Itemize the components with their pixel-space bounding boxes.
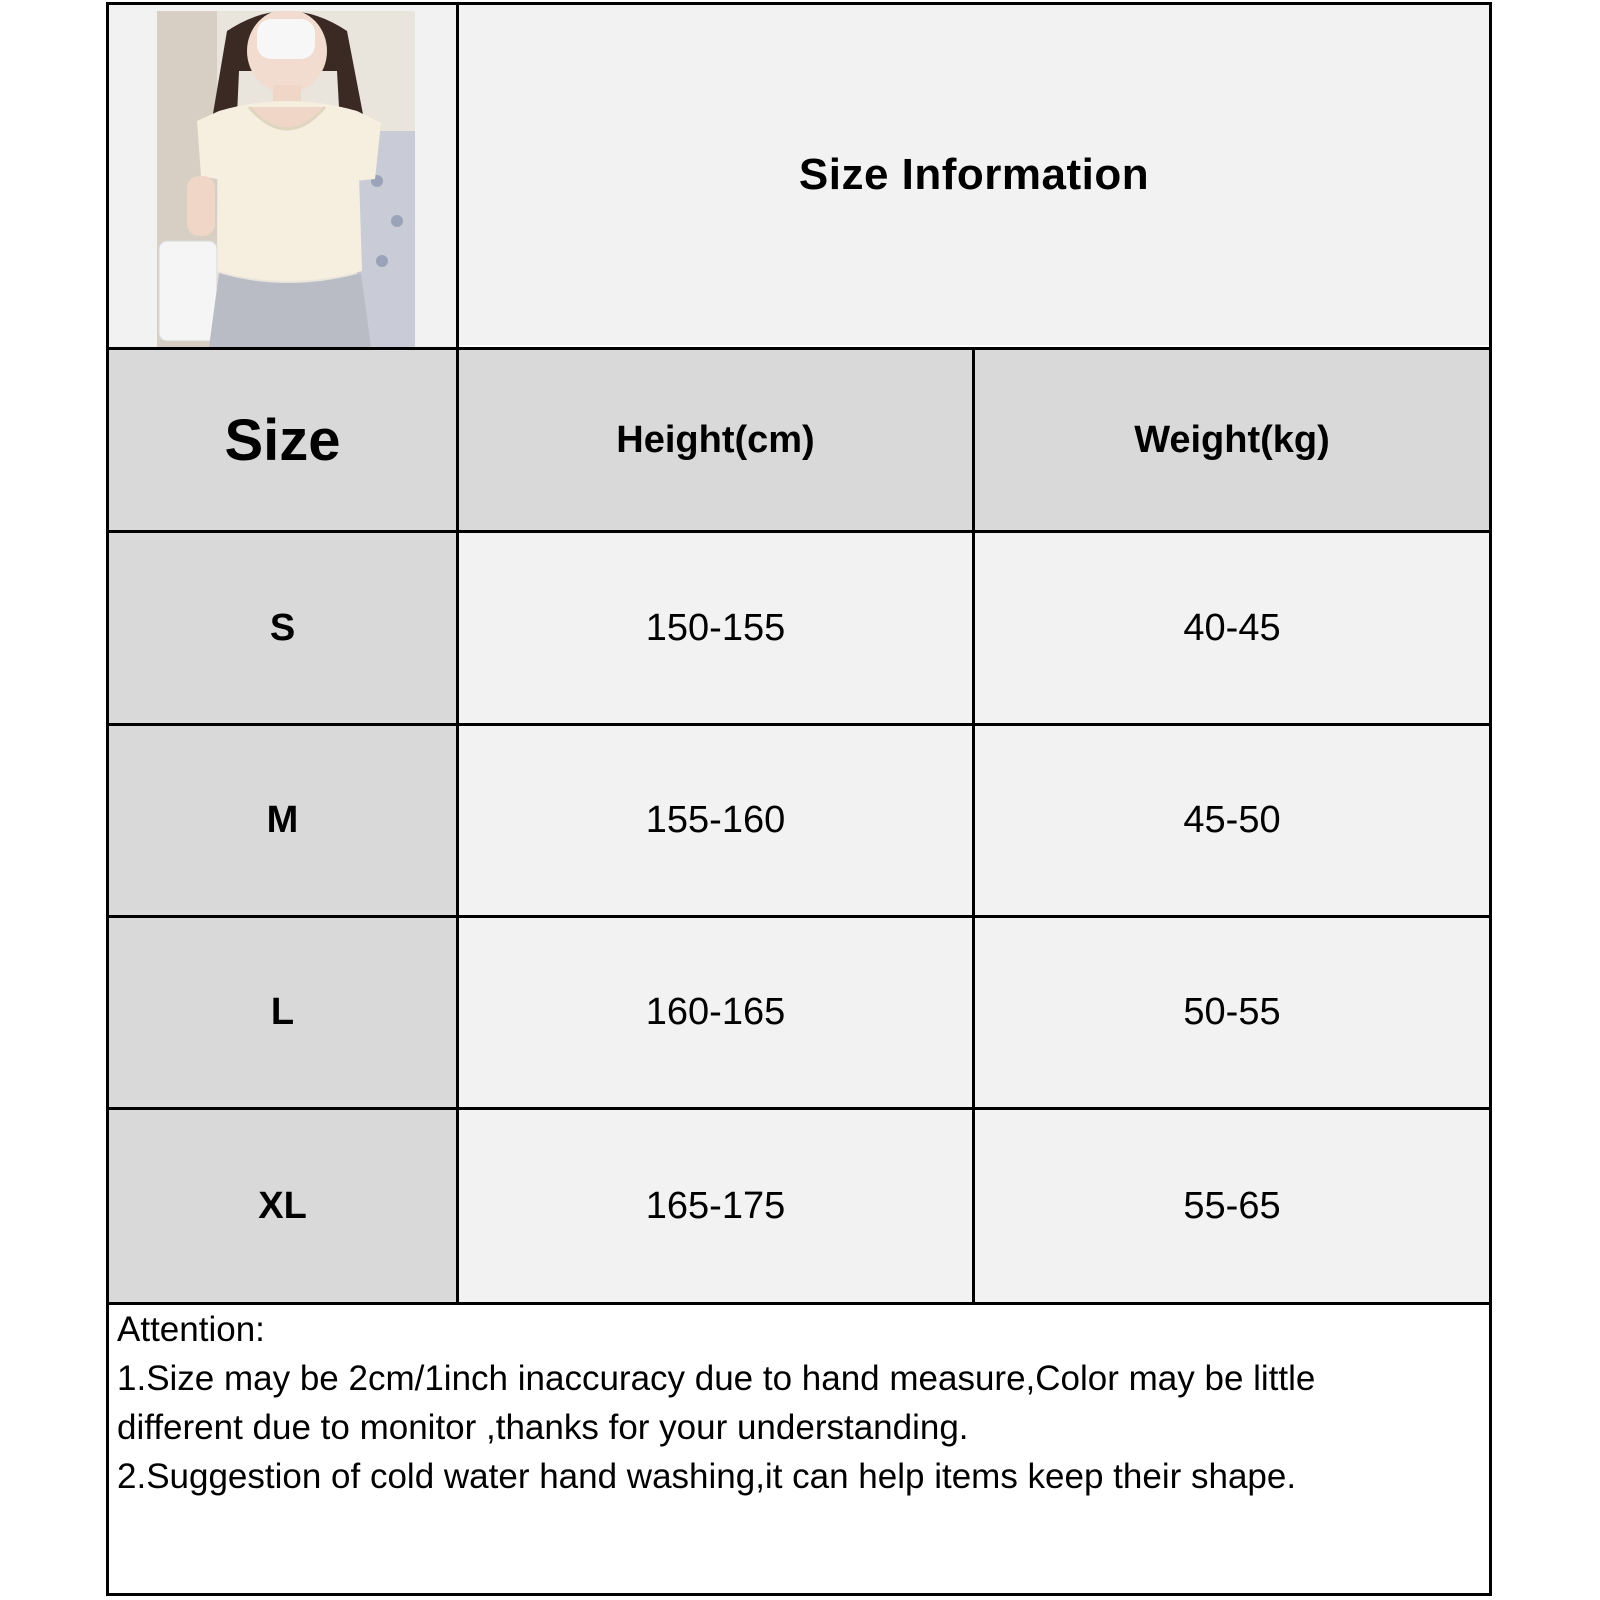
table-row-weight-cell: [975, 533, 1489, 723]
header-size: Size: [224, 407, 341, 473]
attention-notes: [117, 1305, 1477, 1501]
weight-value: 40-45: [1183, 606, 1281, 649]
table-row-height-cell: [459, 1110, 972, 1302]
weight-value: 50-55: [1183, 991, 1281, 1033]
photo-cell: [109, 5, 456, 350]
table-row-height-cell: [459, 533, 972, 723]
note-line: 2.Suggestion of cold water hand washing,it can help items keep their shape.: [117, 1457, 1297, 1496]
header-weight: Weight(kg): [1134, 418, 1330, 461]
height-value: 160-165: [645, 991, 786, 1033]
size-label: L: [270, 991, 295, 1033]
divider: [972, 350, 975, 1302]
header-size-cell: [109, 350, 456, 530]
note-line: different due to monitor ,thanks for your understanding.: [117, 1408, 969, 1447]
weight-value: 55-65: [1183, 1184, 1281, 1227]
table-row-size-cell: [109, 533, 456, 723]
table-row-weight-cell: [975, 1110, 1489, 1302]
table-row-height-cell: [459, 726, 972, 915]
divider: [109, 347, 1489, 350]
header-height: Height(cm): [616, 418, 815, 461]
notes-heading: Attention:: [117, 1310, 265, 1349]
table-row-height-cell: [459, 918, 972, 1107]
size-label: S: [269, 606, 296, 649]
divider: [109, 915, 1489, 918]
header-weight-cell: [975, 350, 1489, 530]
table-row-size-cell: [109, 1110, 456, 1302]
model-photo: [157, 11, 415, 347]
header-height-cell: [459, 350, 972, 530]
divider: [109, 723, 1489, 726]
table-row-weight-cell: [975, 918, 1489, 1107]
size-chart: [106, 2, 1492, 1596]
height-value: 150-155: [645, 606, 786, 649]
table-row-size-cell: [109, 918, 456, 1107]
divider: [109, 1107, 1489, 1110]
table-row-size-cell: [109, 726, 456, 915]
page-title: Size Information: [798, 150, 1150, 199]
height-value: 165-175: [645, 1184, 786, 1227]
size-label: XL: [258, 1184, 307, 1227]
title-cell: [459, 5, 1489, 345]
size-label: M: [266, 799, 299, 841]
table-row-weight-cell: [975, 726, 1489, 915]
divider: [109, 530, 1489, 533]
weight-value: 45-50: [1183, 799, 1281, 841]
note-line: 1.Size may be 2cm/1inch inaccuracy due to hand measure,Color may be little: [117, 1359, 1316, 1398]
height-value: 155-160: [645, 799, 786, 841]
